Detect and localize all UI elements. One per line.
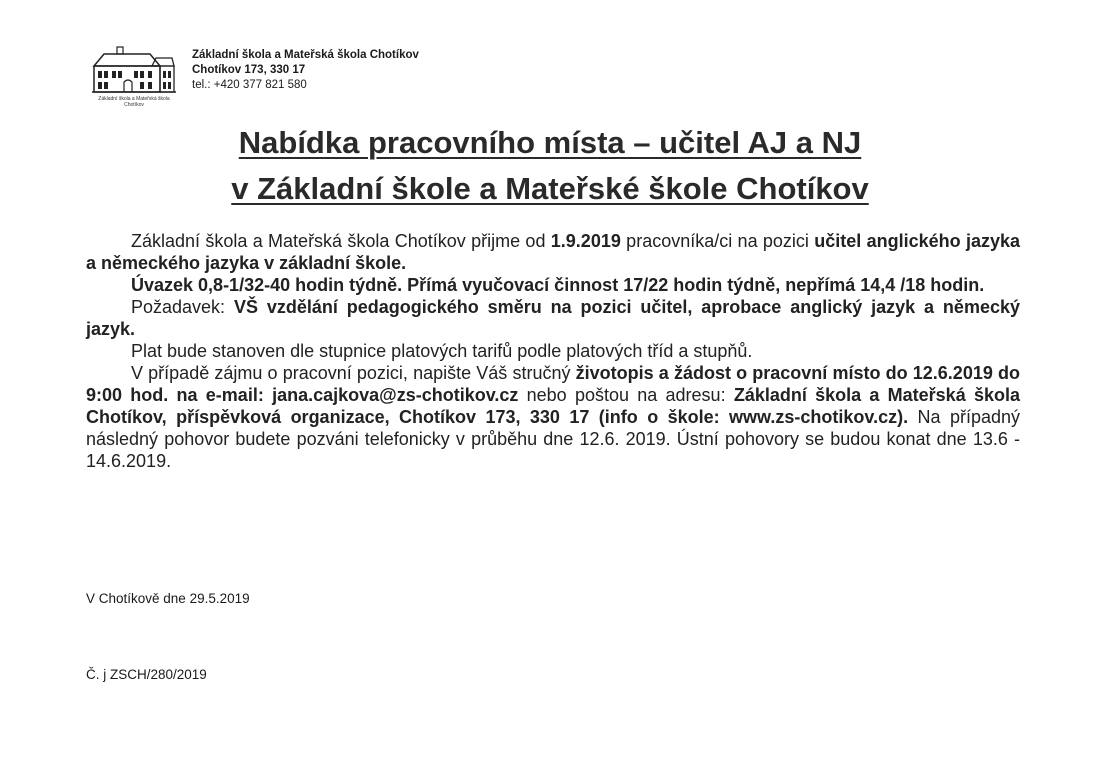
start-date: 1.9.2019 <box>550 231 621 251</box>
paragraph-salary: Plat bude stanoven dle stupnice platových tarifů podle platových tříd a stupňů. <box>131 341 753 361</box>
position-name: učitel anglického jazyka a německého jazyka v základní škole. <box>86 231 1020 273</box>
application-deadline-email: životopis a žádost o pracovní místo do 12.6.2019 do 9:00 hod. na e-mail: jana.cajkova@zs-chotikov.cz <box>86 363 1020 405</box>
paragraph-application: V případě zájmu o pracovní pozici, napište Váš stručný životopis a žádost o pracovní místo do 12.6.2019 do 9:00 hod. na e-mail: jana.cajkova@zs-chotikov.cz nebo poštou na adresu: Základní škola a Mateřská škola Chotíkov, příspěvková organizace, Chotíkov 173, 330 17 (info o škole: www.zs-chotikov.cz). Na případný následný pohovor budete pozváni telefonicky v průběhu dne 12.6. 2019. Ústní pohovory se budou konat dne 13.6 - 14.6.2019. <box>86 363 1020 471</box>
letterhead <box>90 44 510 114</box>
document-title <box>100 120 1000 212</box>
title-line-1: Nabídka pracovního místa – učitel AJ a NJ <box>238 125 862 160</box>
job-offer-body <box>86 230 1020 472</box>
school-phone: tel.: +420 377 821 580 <box>192 79 307 91</box>
school-address: Chotíkov 173, 330 17 <box>192 64 306 76</box>
paragraph-workload: Úvazek 0,8-1/32-40 hodin týdně. Přímá vyučovací činnost 17/22 hodin týdně, nepřímá 14,4 /18 hodin. <box>131 275 985 295</box>
postal-address: Základní škola a Mateřská škola Chotíkov, příspěvková organizace, Chotíkov 173, 330 17 (info o škole: www.zs-chotikov.cz). <box>86 385 1020 427</box>
school-name: Základní škola a Mateřská škola Chotíkov <box>192 49 419 61</box>
paragraph-position: Základní škola a Mateřská škola Chotíkov přijme od 1.9.2019 pracovníka/ci na pozici učitel anglického jazyka a německého jazyka v základní škole. <box>86 231 1020 273</box>
school-building-logo <box>90 44 178 116</box>
issue-date: V Chotíkově dne 29.5.2019 <box>86 591 250 606</box>
reference-number: Č. j ZSCH/280/2019 <box>86 667 207 682</box>
title-line-2: v Základní škole a Mateřské škole Chotíkov <box>231 171 869 206</box>
logo-caption-line1: Základní škola a Mateřská škola <box>98 96 170 102</box>
paragraph-requirement: Požadavek: VŠ vzdělání pedagogického směru na pozici učitel, aprobace anglický jazyk a německý jazyk. <box>86 297 1020 339</box>
school-info <box>192 48 419 93</box>
logo-caption-line2: Chotíkov <box>124 102 144 108</box>
